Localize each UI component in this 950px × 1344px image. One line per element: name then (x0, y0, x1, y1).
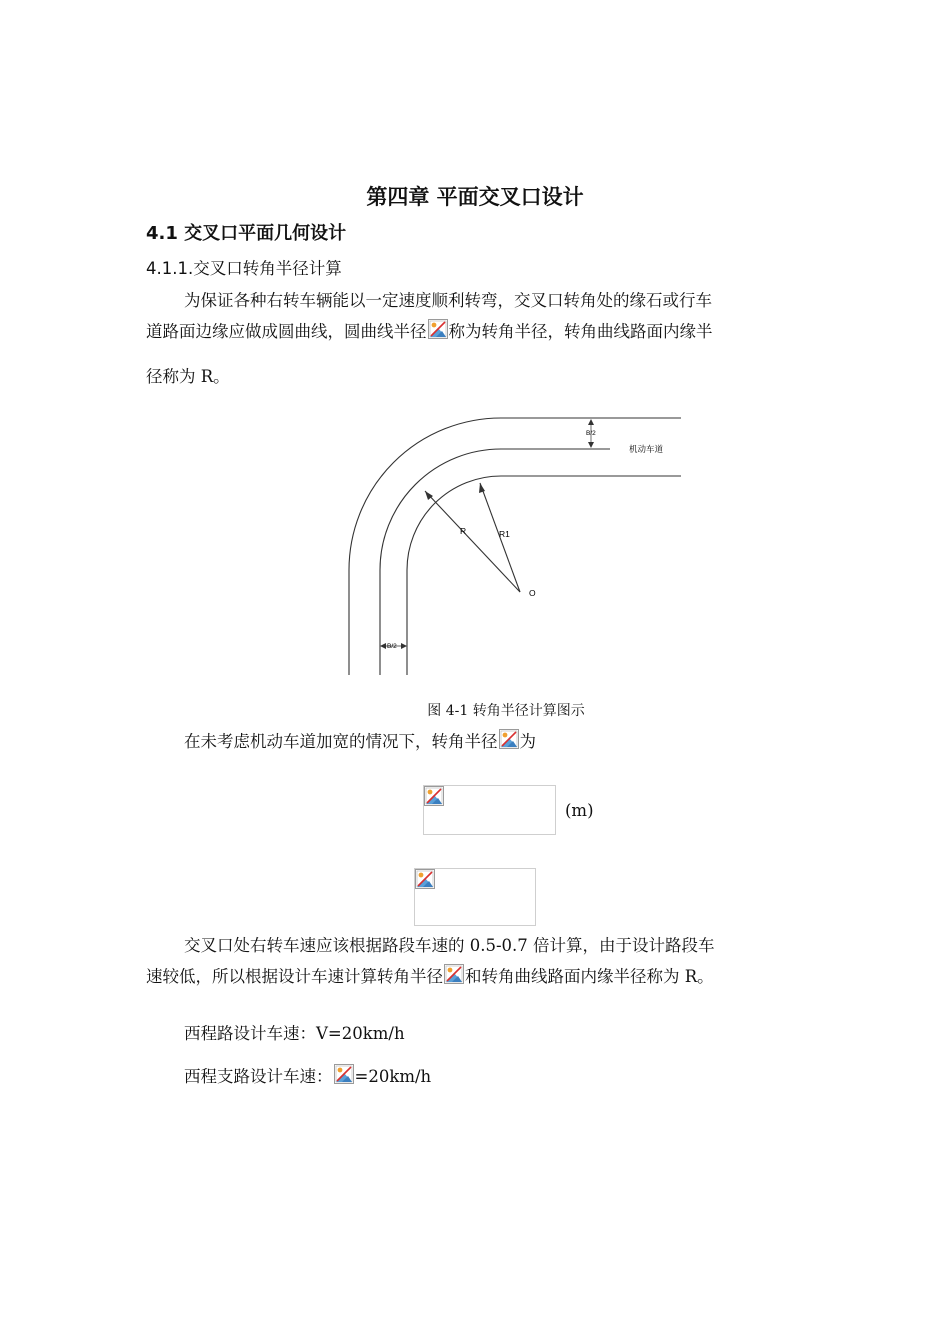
paragraph-1-line-3: 径称为 R。 (146, 367, 230, 386)
subsection-heading: 4.1.1.交叉口转角半径计算 (146, 259, 342, 278)
paragraph-3-text-a: 速较低，所以根据设计车速计算转角半径 (146, 967, 443, 986)
paragraph-3-line-2 (146, 964, 714, 994)
paragraph-1-text-a: 道路面边缘应做成圆曲线，圆曲线半径 (146, 322, 427, 341)
turning-radius-diagram (340, 410, 700, 685)
speed-line-2-text-a: 西程支路设计车速： (184, 1067, 333, 1086)
speed-line-2-text-b: =20km/h (354, 1067, 432, 1086)
inner-edge-curve (407, 476, 681, 675)
speed-line-1: 西程路设计车速：V=20km/h (184, 1024, 405, 1043)
label-r1: R1 (499, 529, 510, 539)
paragraph-2 (184, 729, 536, 759)
radius-line-r (425, 491, 520, 592)
broken-image-icon (499, 729, 519, 759)
centerline-curve (380, 449, 610, 675)
label-r: R (460, 526, 467, 536)
formula-unit: (m) (565, 801, 594, 820)
paragraph-1-line-2 (146, 319, 713, 349)
chapter-title: 第四章 平面交叉口设计 (366, 185, 584, 209)
paragraph-1-line-1: 为保证各种右转车辆能以一定速度顺利转弯，交叉口转角处的缘石或行车 (184, 291, 712, 310)
paragraph-3-line-1: 交叉口处右转车速应该根据路段车速的 0.5-0.7 倍计算，由于设计路段车 (184, 936, 715, 955)
paragraph-2-text-b: 为 (519, 732, 536, 751)
outer-edge-curve (349, 418, 681, 675)
label-b2-top: B/2 (586, 430, 596, 437)
label-center-o: O (529, 588, 536, 598)
broken-image-icon (415, 869, 435, 889)
broken-image-icon (424, 786, 444, 806)
figure-caption: 图 4-1 转角半径计算图示 (427, 703, 585, 719)
paragraph-1-text-b: 称为转角半径，转角曲线路面内缘半 (448, 322, 713, 341)
broken-image-icon (428, 319, 448, 349)
label-b2-bottom: B/2 (387, 643, 397, 650)
formula-image-2 (414, 868, 536, 926)
broken-image-icon (444, 964, 464, 994)
label-motor-lane: 机动车道 (629, 445, 664, 455)
speed-line-2 (184, 1064, 431, 1094)
paragraph-3-text-b: 和转角曲线路面内缘半径称为 R。 (465, 967, 714, 986)
formula-image-1 (423, 785, 556, 835)
paragraph-2-text-a: 在未考虑机动车道加宽的情况下，转角半径 (184, 732, 498, 751)
broken-image-icon (334, 1064, 354, 1094)
section-heading: 4.1 交叉口平面几何设计 (146, 223, 347, 244)
